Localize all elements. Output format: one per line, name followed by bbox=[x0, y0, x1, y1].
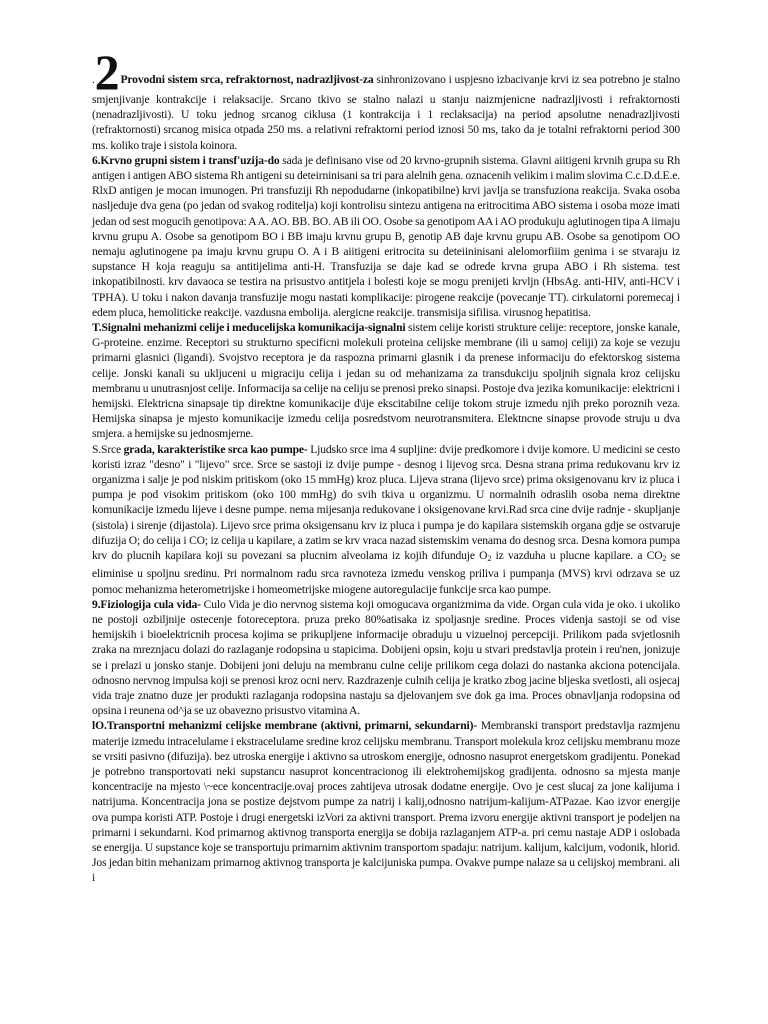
section-9-body: Culo Vida je dio nervnog sistema koji omogucava organizmima da vide. Organ cula vida je oko. i ukoliko ne postoji ozbiljnije ostecenje fotoreceptora. pruza preko 80%atisaka iz spoljasnje sredine. Proces videnja sastoji se od vise hemijskih i bioelektricnih procesa kojima se prikupljene informacije obraduju u vizuelnoj percepciji. Prilikom pada svjetlosnih zraka na mreznjacu dolazi do razlaganje rodopsina u stapicima. Dobijeni opsin, koju u stvari predstavlja protein i reu'nen, jonizuje se i prelazi u jonsko stanje. Dobijeni joni deluju na membranu culne celije prilikom cega dolazi do nastanka akciona potencijala. odnosno nervnog impulsa koji se prenosi kroz ocni nerv. Razdrazenje culnih celija je kratko zbog jacine bljeska svetlosti, ali osjecaj vida traje znatno duze jer produkti razlaganja rodopsina nastaju sa djelovanjem sve dok ga ima. Proces obnavljanja rodopsina od opsina i reunena od^ja se uz obavezno prisustvo vitamina A. bbox=[92, 597, 680, 718]
section-7-body: sistem celije koristi strukture celije: receptore, jonske kanale, G-proteine. enzime. Receptori su strukturno specificni molekuli proteina celijske membrane (ili u samoj celiji) za koje se vezuju primarni glasnici (ligandi). Svojstvo receptora je da raspozna primarni glasnik i da prenese informaciju do efektorskog sistema celije. Jonski kanali su ukljuceni u migraciju celija i jedan su od mehanizama za transdukciju spoljnih signala kroz celijsku membranu u unutrasnjost celije. Informacija sa celije na celiju se prenosi preko sinapsi. Postoje dva jezika komunikacije: elektricni i hemijski. Elektricna sinapsaje tip direktne komunikacije d\ije ekscitabilne celije tokom struje izmedu njih preko poroznih veza. Hemijska sinapsa je mjesto komunikacije izmedu celija posredstvom neurotransmitera. Elektncne sinapse provode struju u dva smjera. a hemijske su jednosmjerne. bbox=[92, 321, 680, 441]
section-6-body: sada je definisano vise od 20 krvno-grupnih sistema. Glavni aiitigeni krvnih grupa su Rh antigen i antigen ABO sistema Rh antigeni su deteirninisani sa tri para alelnih gena. oznacenih velikim i malim slovima C.c.D.d.E.e. RlxD antigen je mocan imunogen. Pri transfuziji Rh nepodudarne (inkopatibilne) krvi javlja se transfuziona reakcija. Svaka osoba nasljeduje dva gena (po jedan od svakog roditelja) koji kontrolisu sintezu antigena na eritrocitima ABO sistema i osoba moze imati jedan od sest mogucih genotipova: A A. AO. BB. BO. AB ili OO. Osobe sa genotipom AA i AO produkuju aglutinogen tipa A iimaju krvnu grupu A. Osobe sa genotipom BO i BB imaju krvnu grupu B, genotip AB daje krvnu grupu AB. Osobe sa genotipom OO nemaju aglutinogene pa imaju krvnu grupu O. A i B aiitigeni eritrocita su deteiininisani alelomorfiiim genima i se stvaraju iz supstance H koja reaguju sa antitijelima anti-H. Transfuzija se daje kad se odrede krvna grupa ABO i Rh sistema. test inkopatibilnosti. krv davaoca se testira na prisustvo antitjela i bolesti koje se mogu prenijeti krvljn (HbsAg. anti-HIV, anti-HCV i TPHA). U toku i nakon davanja transfuzije mogu nastati komplikacije: pirogene reakcije (povecanje TT). cirkulatorni poremecaj i edem pluca, hemoliticke reakcije. vazdusna embolija. alergicne reakcije. transmisija sifilisa. virusnog hepatitisa. bbox=[92, 153, 680, 319]
document-page bbox=[92, 44, 681, 886]
section-8-subscript-1: 2 bbox=[487, 554, 492, 564]
section-8-body-part-3: se eliminise u spoljnu sredinu. Pri normalnom radu srca ravnoteza izmedu venskog priliva i pumpanja (MVS) krvi odrzava se uz pomoc mehanizma heterometrijske i homeometrijske miogene autoregulacije funkcije srca kao pumpe. bbox=[92, 549, 680, 596]
section-8-heading: grada, karakteristike srca kao pumpe- bbox=[123, 442, 308, 456]
section-10-heading: lO.Transportni mehanizmi celijske membrane (aktivni, primarni, sekundarni)- bbox=[92, 719, 478, 733]
section-2-paragraph bbox=[92, 44, 680, 153]
section-6-heading: 6.Krvno grupni sistem i transf'uzija-do bbox=[92, 153, 280, 167]
section-8-subscript-2: 2 bbox=[662, 554, 667, 564]
section-2-number: 2 bbox=[94, 44, 120, 100]
section-10-body: Membranski transport predstavlja razmjenu materije izmedu intracelulame i ekstracelulame sredine kroz celijsku membranu. Transport molekula kroz celijsku membranu moze se vrsiti pasivno (difuzija). bez utroska energije i aktivno sa utroskom energije, odnosno nasuprot energetskom gradijentu. Ponekad je potrebno transportovati neki supstancu nasuprot koncentracionog ili elektrohemijskog gradijenta. odnosno sa mjesta manje koncentracije na mjesto \~ece koncentracije.ovaj proces zahtijeva utrosak dodatne energije. Ovo je cest slucaj za jone kalijuma i natrijuma. Koncentracija jona se postize dejstvom pumpe za natrij i kalij,odnosno natrijum-kalijum-ATPazae. Kao izvor energije ova pumpa koristi ATP. Postoje i drugi energetski izVori za aktivni transport. Prema izvoru energije aktivni transport je podeljen na primarni i sekundarni. Kod primarnog aktivnog transporta energija se dobija razlaganjem ATP-a. pri cemu nastaje ADP i oslobada se energija. U supstance koje se transportuju primarnim aktivnim transportom spadaju: natrijum. kalijum, kalcijum, vodonik, hlorid. Jos jedan bitin mehanizam primarnog aktivnog transporta je kalcijuniska pumpa. Ovakve pumpe nalaze sa u celijskoj membrani. ali i bbox=[92, 719, 681, 885]
section-9-paragraph bbox=[92, 597, 680, 719]
section-8-paragraph bbox=[92, 442, 680, 597]
section-8-lead: S.Srce bbox=[92, 442, 124, 456]
section-7-paragraph bbox=[92, 320, 680, 442]
section-9-heading: 9.Fiziologija cula vida- bbox=[92, 597, 201, 611]
section-6-paragraph bbox=[92, 153, 680, 320]
section-8-body-part-2: iz vazduha u plucne kapilare. a CO bbox=[491, 549, 663, 563]
section-2-heading: Provodni sistem srca, refraktornost, nadrazljivost-za bbox=[120, 73, 374, 86]
section-8-body-part-1: Ljudsko srce ima 4 supljine: dvije predkomore i dvije komore. U medicini se cesto koristi izraz "desno" i "lijevo" srce. Srce se sastoji iz dvije pumpe - desnog i lijevog srca. Desna strana prima redukovanu krv iz organizma i salje je pod niskim pritiskom (oko 15 mmHg) kroz pluca. Lijeva strana (lijevo srce) prima oksigenovanu krv iz pluca i pumpa je pod visokim pritiskom (oko 100 mmHg) do svih tkiva u organizmu. U normalnih odraslih osoba nema direktne komunikacije izmedu lijeve i desne pumpe. nema mijesanja redukovane i oksigenovane krvi.Rad srca cine dvije radnje - skupljanje (sistola) i sirenje (dijastola). Lijevo srce prima oksigensanu krv iz pluca i pumpa je do kapilara sistemskih organa gdje se ostvaruje difuzija O; do celija i CO; iz celija u kapilare, a zatim se krv vraca nazad sistemskim venama do desnog srca. Desna komora pumpa krv do plucnih kapilara koji su povezani sa plucnim alveolama iz kojih difunduje O bbox=[92, 442, 680, 563]
section-2-dot: . bbox=[92, 74, 95, 86]
section-10-paragraph bbox=[92, 718, 680, 885]
section-2-body: sinhronizovano i uspjesno izbacivanje krvi iz sea potrebno je stalno smjenjivanje kontrakcije i relaksacije. Srcano tkivo se stalno nalazi u stanju naizmjenicne nadrazljivosti i refraktornosti (nenadrazljivosti). U toku jednog srcanog ciklusa (1 kontrakcija i 1 reclaksacija) na period apsolutne nenadrazljivosti (refraktornosti) srcanog misica otpada 250 ms. a relativni refraktorni period iznosi 50 ms, tako da je totalni refraktorni period 300 ms. koliko traje i sistola koinora. bbox=[92, 73, 680, 152]
section-7-heading: T.Signalni mehanizmi celije i meducelijska komunikacija-signalni bbox=[92, 321, 406, 335]
